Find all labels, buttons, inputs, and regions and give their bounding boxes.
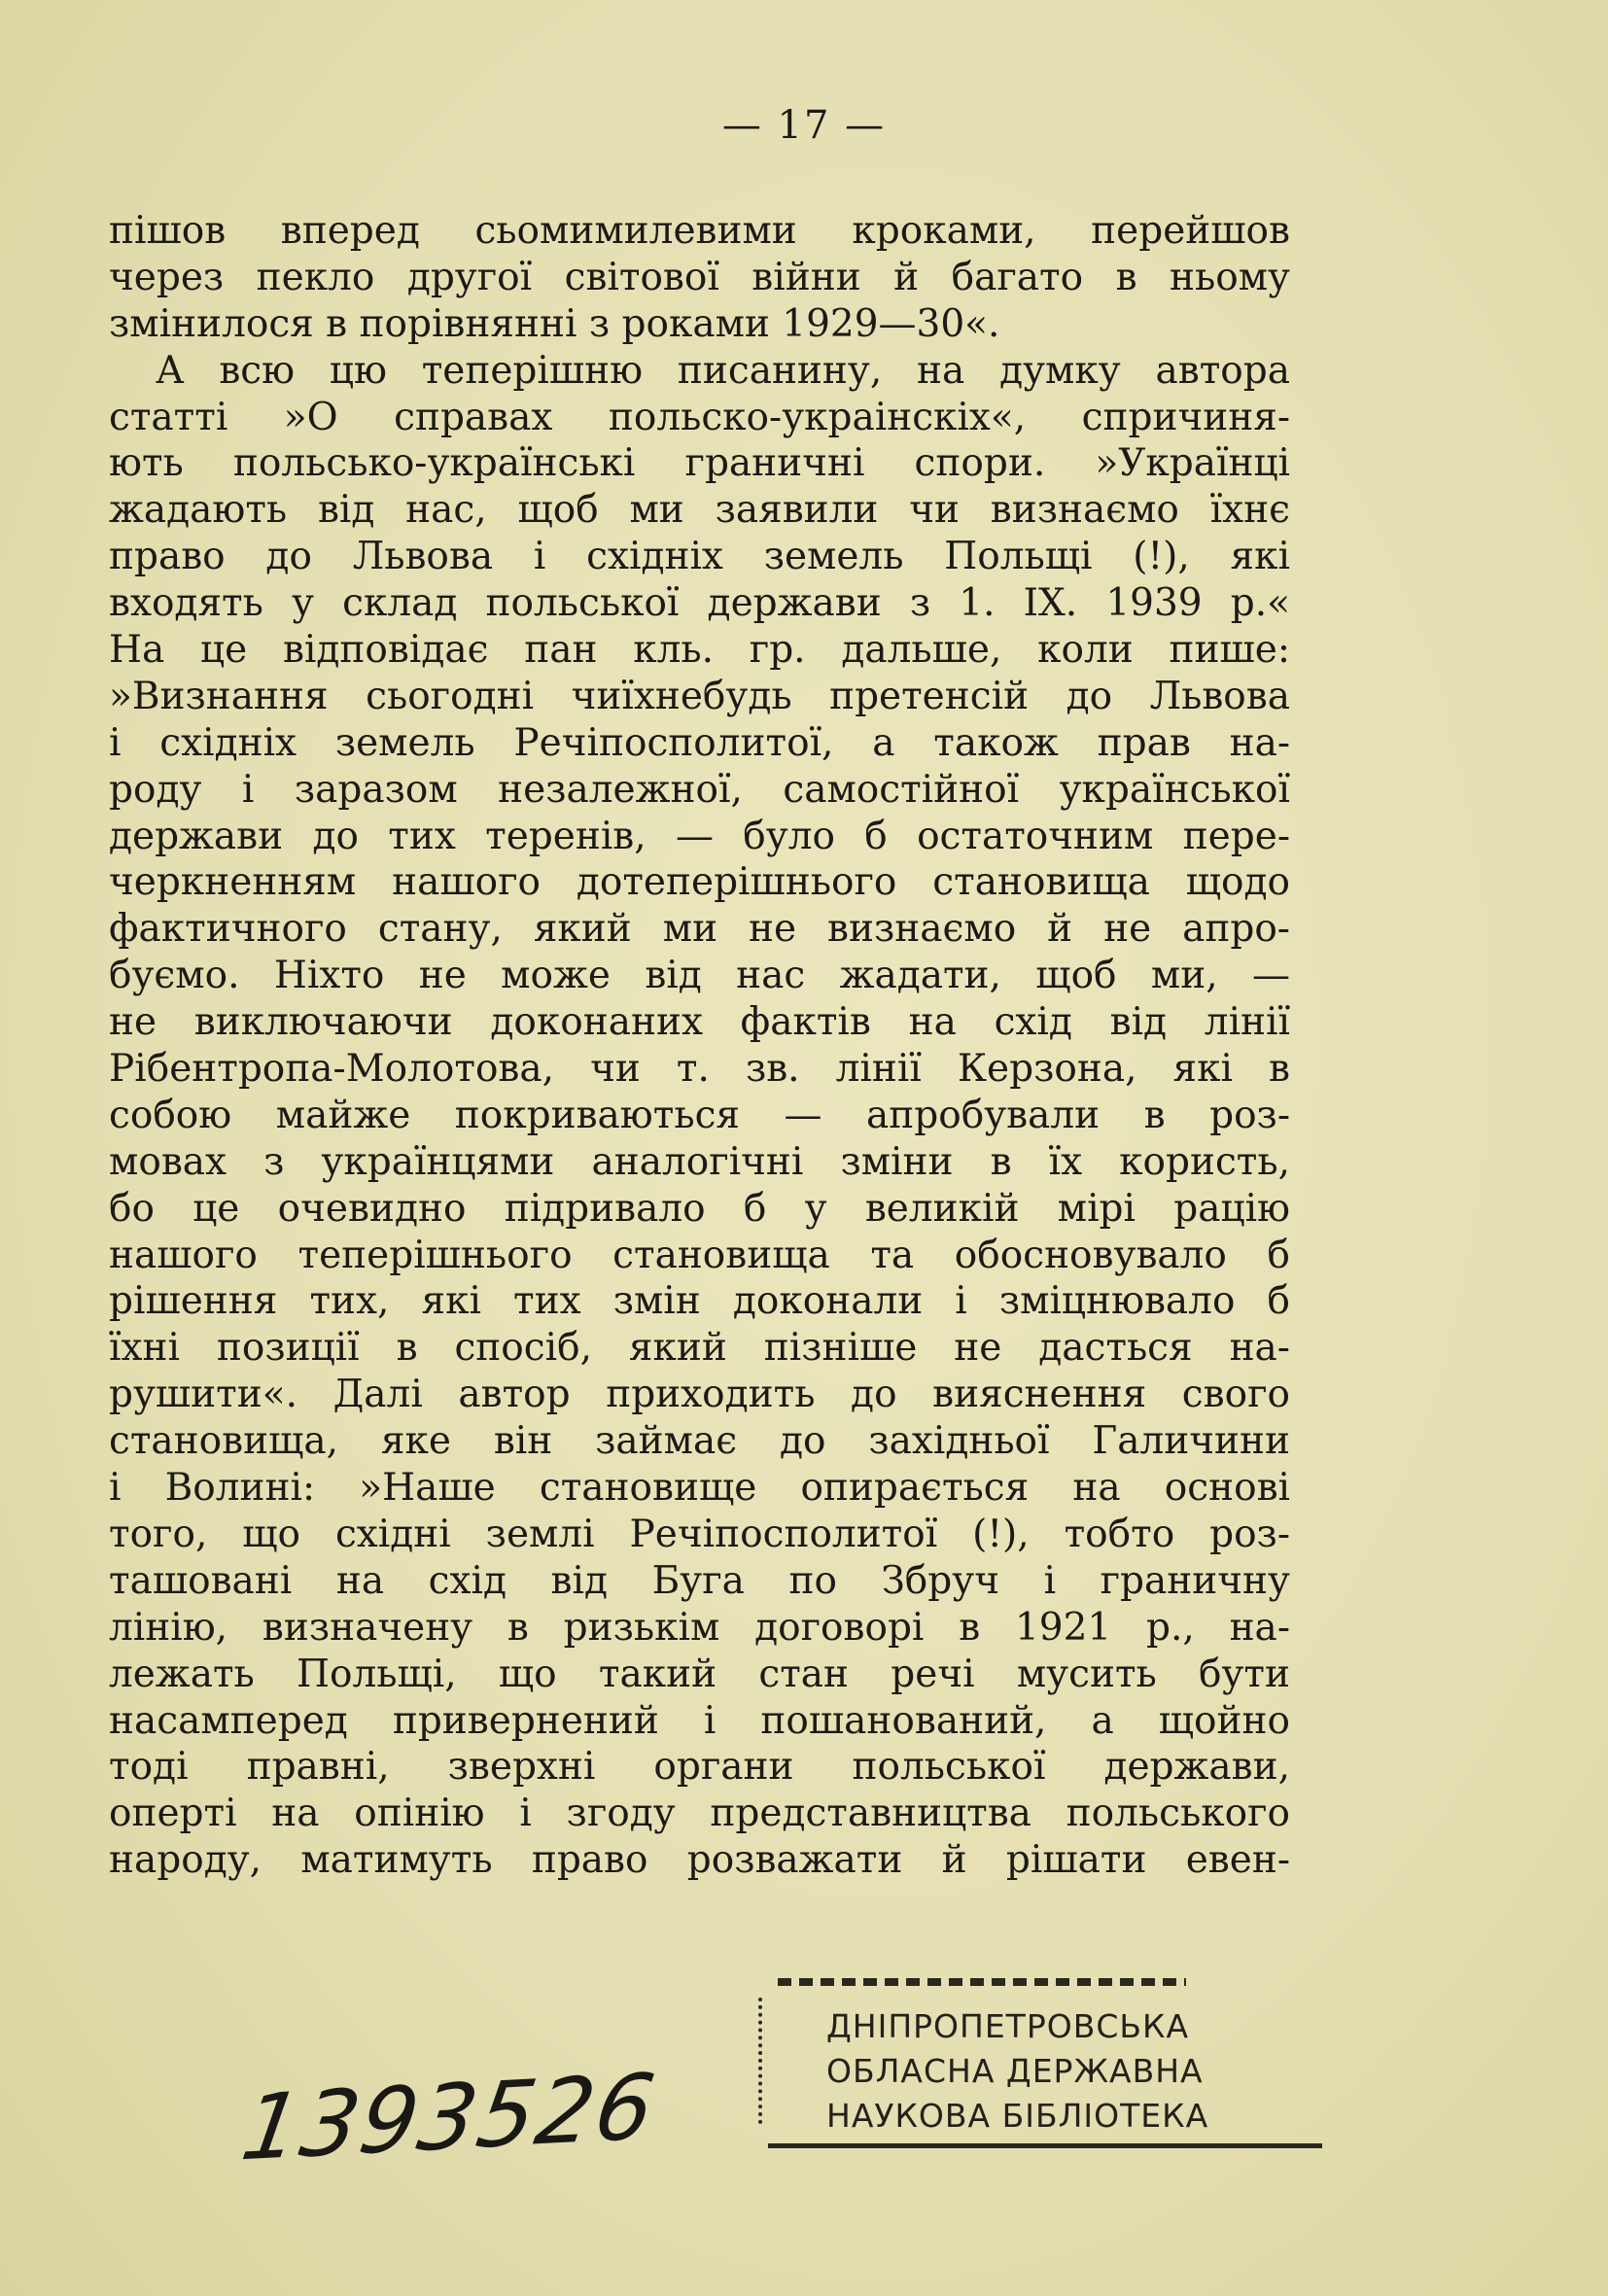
text-line: На це відповідає пан кль. гр. дальше, коли пише: [109,628,1290,673]
text-line: пішов вперед сьомимилевими кроками, перейшов [109,209,1290,253]
page-number: — 17 — [721,103,887,148]
stamp-left-border [758,1998,766,2124]
library-stamp [768,1978,1312,2168]
text-line: статті »О справах польско-украінскіх«, спричиня- [109,395,1290,439]
text-line: входять у склад польської держави з 1. IX. 1939 р.« [109,581,1290,626]
text-line: рушити«. Далі автор приходить до вияснення свого [109,1373,1290,1417]
text-line: лінію, визначену в ризькім договорі в 1921 р., на- [109,1605,1290,1650]
stamp-top-border [778,1978,1186,1986]
text-line: роду і заразом незалежної, самостійної української [109,767,1290,812]
text-line: Рібентропа-Молотова, чи т. зв. лінії Керзона, які в [109,1047,1290,1092]
text-line: собою майже покриваються — апробували в роз- [109,1093,1290,1137]
stamp-line-2: ОБЛАСНА ДЕРЖАВНА [826,2052,1204,2090]
text-line: бо це очевидно підривало б у великій мірі рацію [109,1186,1290,1231]
stamp-line-3: НАУКОВА БІБЛІОТЕКА [826,2097,1209,2135]
text-line: нашого теперішнього становища та обосновувало б [109,1233,1290,1277]
text-line: право до Львова і східніх земель Польщі (!), які [109,535,1290,579]
text-line: змінилося в порівнянні з роками 1929—30«. [109,301,1000,346]
text-line: тоді правні, зверхні органи польської держави, [109,1745,1290,1790]
inventory-number: 1393526 [234,2054,664,2181]
text-line: А всю цю теперішню писанину, на думку автора [156,348,1290,393]
text-line: держави до тих теренів, — було б остаточним пере- [109,814,1290,858]
text-line: і Волині: »Наше становище опирається на основі [109,1466,1290,1511]
text-line: буємо. Ніхто не може від нас жадати, щоб ми, — [109,954,1290,998]
body-text [109,208,1290,1884]
text-line: насамперед привернений і пошанований, а щойно [109,1698,1290,1743]
text-line: народу, матимуть право розважати й рішати евен- [109,1838,1290,1883]
text-line: становища, яке він займає до західньої Галичини [109,1419,1290,1464]
text-line: черкненням нашого дотеперішнього становища щодо [109,860,1290,905]
stamp-line-1: ДНІПРОПЕТРОВСЬКА [826,2007,1190,2045]
text-line: не виключаючи доконаних фактів на схід від лінії [109,1000,1290,1045]
text-line: їхні позиції в спосіб, який пізніше не дасться на- [109,1326,1290,1371]
text-line: жадають від нас, щоб ми заявили чи визнаємо їхнє [109,488,1290,533]
text-line: лежать Польщі, що такий стан речі мусить бути [109,1652,1290,1696]
text-line: через пекло другої світової війни й багато в ньому [109,255,1290,299]
text-line: рішення тих, які тих змін доконали і зміцнювало б [109,1279,1290,1324]
text-line: ташовані на схід від Буга по Збруч і граничну [109,1558,1290,1603]
text-line: мовах з українцями аналогічні зміни в їх користь, [109,1139,1290,1184]
text-line: фактичного стану, який ми не визнаємо й не апро- [109,907,1290,952]
text-line: »Визнання сьогодні чиїхнебудь претенсій до Львова [109,674,1290,718]
text-line: оперті на опінію і згоду представництва польського [109,1792,1290,1836]
text-line: того, що східні землі Речіпосполитої (!), тобто роз- [109,1512,1290,1556]
text-line: ють польсько-українські граничні спори. »Українці [109,441,1290,486]
stamp-bottom-border [768,2143,1322,2148]
text-line: і східніх земель Речіпосполитої, а також прав на- [109,720,1290,765]
